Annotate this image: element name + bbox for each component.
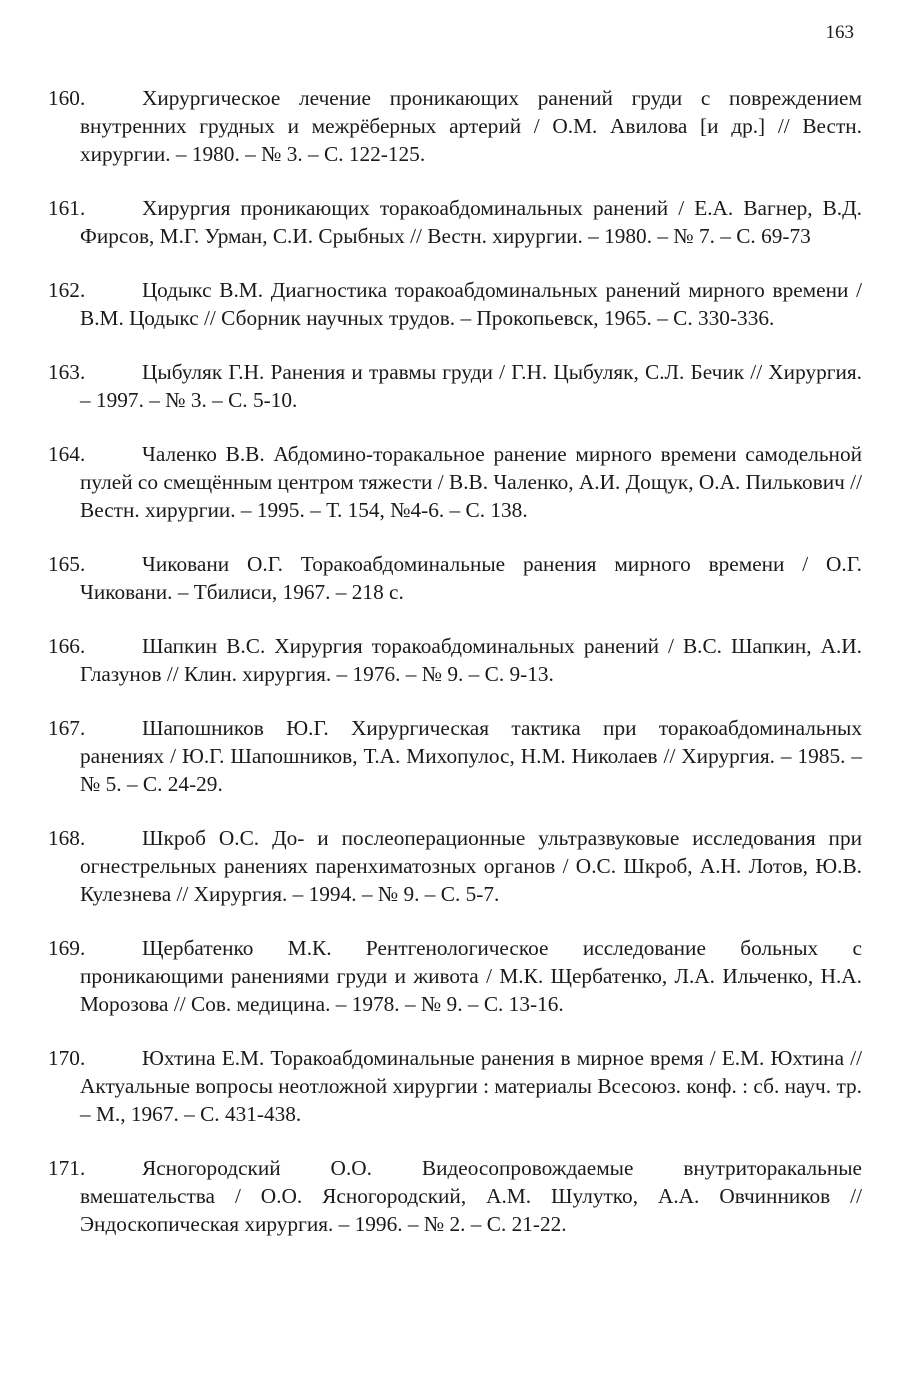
reference-item (48, 550, 862, 606)
reference-text: Цыбуляк Г.Н. Ранения и травмы груди / Г.Н. Цыбуляк, С.Л. Бечик // Хирургия. – 1997. – № 3. – С. 5-10. (80, 360, 862, 412)
page-number: 163 (825, 22, 854, 43)
reference-number: 170. (48, 1046, 86, 1070)
reference-number: 165. (48, 552, 86, 576)
reference-text: Чаленко В.В. Абдомино-торакальное ранение мирного времени самодельной пулей со смещённым центром тяжести / В.В. Чаленко, А.И. Дощук, О.А. Пилькович // Вестн. хирургии. – 1995. – Т. 154, №4-6. – С. 138. (80, 442, 862, 522)
reference-number: 160. (48, 86, 86, 110)
reference-text: Шапкин В.С. Хирургия торакоабдоминальных ранений / В.С. Шапкин, А.И. Глазунов // Клин. хирургия. – 1976. – № 9. – С. 9-13. (80, 634, 862, 686)
reference-number: 166. (48, 634, 86, 658)
reference-item (48, 440, 862, 524)
reference-text: Чиковани О.Г. Торакоабдоминальные ранения мирного времени / О.Г. Чиковани. – Тбилиси, 1967. – 218 с. (80, 552, 862, 604)
reference-text: Щербатенко М.К. Рентгенологическое исследование больных с проникающими ранениями груди и живота / М.К. Щербатенко, Л.А. Ильченко, Н.А. Морозова // Сов. медицина. – 1978. – № 9. – С. 13-16. (80, 936, 862, 1016)
reference-list (48, 84, 862, 1264)
reference-item (48, 358, 862, 414)
reference-text: Хирургия проникающих торакоабдоминальных ранений / Е.А. Вагнер, В.Д. Фирсов, М.Г. Урман, С.И. Срыбных // Вестн. хирургии. – 1980. – № 7. – С. 69-73 (80, 196, 862, 248)
reference-number: 169. (48, 936, 86, 960)
reference-item (48, 1154, 862, 1238)
reference-number: 161. (48, 196, 86, 220)
reference-item (48, 934, 862, 1018)
reference-item (48, 194, 862, 250)
reference-item (48, 714, 862, 798)
reference-number: 167. (48, 716, 86, 740)
reference-text: Юхтина Е.М. Торакоабдоминальные ранения в мирное время / Е.М. Юхтина // Актуальные вопросы неотложной хирургии : материалы Всесоюз. конф. : сб. науч. тр. – М., 1967. – С. 431-438. (80, 1046, 862, 1126)
reference-item (48, 84, 862, 168)
reference-number: 168. (48, 826, 86, 850)
reference-text: Шапошников Ю.Г. Хирургическая тактика при торакоабдоминальных ранениях / Ю.Г. Шапошников, Т.А. Михопулос, Н.М. Николаев // Хирургия. – 1985. – № 5. – С. 24-29. (80, 716, 862, 796)
reference-item (48, 1044, 862, 1128)
reference-text: Цодыкс В.М. Диагностика торакоабдоминальных ранений мирного времени / В.М. Цодыкс // Сборник научных трудов. – Прокопьевск, 1965. – С. 330-336. (80, 278, 862, 330)
reference-text: Шкроб О.С. До- и послеоперационные ультразвуковые исследования при огнестрельных ранениях паренхиматозных органов / О.С. Шкроб, А.Н. Лотов, Ю.В. Кулезнева // Хирургия. – 1994. – № 9. – С. 5-7. (80, 826, 862, 906)
reference-item (48, 824, 862, 908)
reference-number: 162. (48, 278, 86, 302)
reference-text: Ясногородский О.О. Видеосопровождаемые внутриторакальные вмешательства / О.О. Ясногородский, А.М. Шулутко, А.А. Овчинников // Эндоскопическая хирургия. – 1996. – № 2. – С. 21-22. (80, 1156, 862, 1236)
reference-number: 164. (48, 442, 86, 466)
reference-number: 163. (48, 360, 86, 384)
reference-text: Хирургическое лечение проникающих ранений груди с повреждением внутренних грудных и межрёберных артерий / О.М. Авилова [и др.] // Вестн. хирургии. – 1980. – № 3. – С. 122-125. (80, 86, 862, 166)
reference-number: 171. (48, 1156, 86, 1180)
reference-item (48, 276, 862, 332)
reference-item (48, 632, 862, 688)
